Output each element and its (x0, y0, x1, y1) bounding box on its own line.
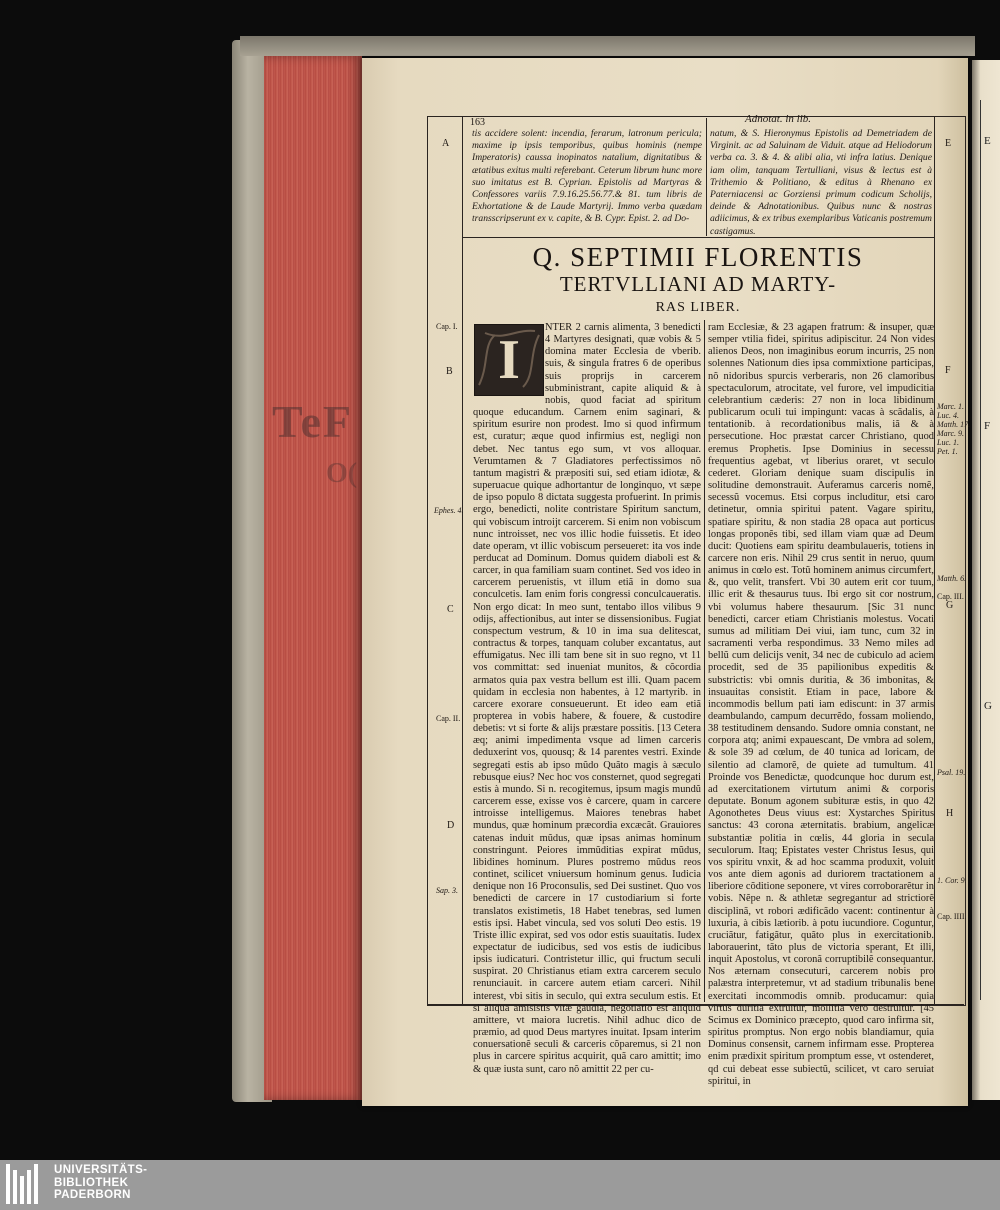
margin-reference: Marc. 9. (937, 429, 965, 438)
logo-line-3: PADERBORN (54, 1189, 131, 1201)
title-line-1: Q. SEPTIMII FLORENTIS (532, 242, 864, 272)
margin-letter: D (447, 820, 455, 831)
text-column-right (708, 322, 934, 1088)
facing-page-rule (980, 100, 1000, 1000)
logo-line-2: BIBLIOTHEK (54, 1176, 129, 1189)
body-text-right: ram Ecclesiæ, & 23 agapen fratrum: & insuper, quæ semper vtilia fidei, spiritus adipiscitur. 24 Non vides alienos Deos, non imaginibus eorum incurris, 25 non solennes Nationum dies ipsa commixtione participas, nõ nidoribus spurcis verberaris, non 26 clamoribus spectaculorum, atrocitate, vel furore, vel impudicitia celebrantium cæderis: 27 non in loca libidinum publicarum oculi tui impingunt: vacas à scãdalis, à tentationib. à recordationibus malis, iã & à persecutione. Hoc præstat carcer Christiano, quod eremus Prophetis. Ipse Dominius in secessu frequentius agebat, vt liberius oraret, vt seculo cederet. Gloriam denique suam discipulis in solitudine demonstrauit. Auferamus carceris nomẽ, secessũ vocemus. Etsi corpus includitur, etsi caro detinetur, omnia spiritui patent. Vagare spiritu, spatiare spiritu, & non stadia 28 opaca aut porticus longas proponẽs tibi, sed illam viam quæ ad Deum ducit: Quotiens eam spiritu deambulaueris, totiens in carcere non eris. Nihil 29 crus sentit in neruo, quum animus in cœlo est. Totũ hominem animus circumfert, &, quo velit, transfert. Vbi 30 autem erit cor tuum, illic erit & thesaurus tuus. Ibi ergo sit cor nostrum, vbi volumus habere thesaurum. [Sic 31 nunc benedicti, carcer etiam Christianis molestus. Vocati sumus ad militiam Dei viui, iam tunc, cum 32 in sacramenti verba respondimus. 33 Nemo miles ad bellũ cum delicijs venit, 34 nec de cubiculo ad aciem procedit, sed de 35 papilionibus expeditis & substrictis: vbi omnis duritia, & 36 imbonitas, & insuauitas consistit. Etiam in pace, labore & incommodis bellum pati iam ediscunt: in 37 armis deambulando, campum decurrẽdo, fossam moliendo, 38 testitudinem densando. Sudore omnia constant, ne corpora atq; animi expauescant, De vmbra ad solem, & sole 39 ad cœlum, de 40 tunica ad loricam, de silentio ad clamorẽ, de quiete ad tumultum. 41 Proinde vos Benedictæ, quodcunque hoc durum est, ad exercitationem virtutum animi & corporis deputate. Bonum agonem subituræ estis, in quo 42 Agonothetes Deus viuus est: Xystarches Spiritus sanctus: 43 corona æternitatis. brabium, angelicæ substantiæ politia in cœlis, 44 gloria in secula seculorum. Itaq; Epistates vester Christus Iesus, qui vos spiritu vnxit, & ad hoc scamma produxit, voluit vos ante diem agonis ad duriorem tractationem a liberiore cõditione seponere, vt vires corroborarẽtur in vobis. Nẽpe n. & athletæ segregantur ad strictiorẽ disciplinã, vt robori ædificãdo vacent: continentur à luxuria, à cibis lætiorib. à potu iucundiore. Coguntur, cruciãtur, fatigãtur, quãto plus in exercitationib. laborauerint, tãto plus de victoria sperant, Et illi, inquit Apostolus, vt coronã corruptibilẽ consequantur. Nos æternam consecuturi, carcerem nobis pro palæstra interpretemur, vt ad stadium tribunalis bene exercitati incommodis omnib. producamur: quia virtus duritia extruitur, mollitia vero destruitur. [45 Scimus ex Dominico præcepto, quod caro infirma sit, spiritus promptus. Non ergo nobis blandiamur, quia Dominus consensit, carnem infirmam esse. Propterea enim prædixit spiritum promptum esse, vt ostenderet, qd cui debeat esse subiectũ, scilicet, vt caro seruiat spiritui, in (708, 322, 934, 1087)
column-rule (704, 320, 705, 1002)
annotation-note-right: natum, & S. Hieronymus Epistolis ad Demetriadem de Virginit. ac ad Saluinam de Viduit. atque ad Heliodorum verba ca. 3. & 4. & alibi alia, vti infra latius. Denique iam olim, tanquam Tertulliani, visus & lectus est à Trithemio & Politiano, & editus à Rhenano ex Paterniacensi ac Gorziensi primum codicum Scholijs, deinde & Adnotationibus. Quibus nunc & nostras adiicimus, & ex tribus exemplaribus Vaticanis postremum castigamus. (710, 128, 932, 237)
facing-page-glyph: G (984, 700, 992, 712)
margin-reference: 1. Cor. 9. (937, 876, 967, 885)
margin-reference: Marc. 1. (937, 402, 965, 411)
margin-reference: Ephes. 4. (434, 506, 464, 515)
page-edges-red (264, 56, 362, 1100)
library-logo-icon (6, 1164, 48, 1204)
book-cover-top (240, 36, 975, 56)
title-line-2: TERTVLLIANI AD MARTY- (559, 272, 837, 296)
body-text-left: NTER 2 carnis alimenta, 3 benedicti 4 Martyres designati, quæ vobis & 5 domina mater Ecclesia de vberib. suis, & singula fratres 6 de operibus suis proprijs in carcerem subministrant, capite aliquid & à nobis, quod faciat ad spiritum quoque educandum. Carnem enim saginari, & spiritum esurire non prodest. Imo si quod infirmum est, curatur; æque quod infirmius est, negligi non debet. Nec tantus ego sum, vt vos alloquar. Verumtamen & 7 Gladiatores perfectissimos nõ tantum magistri & præpositi sui, sed etiam idiotæ, & superuacue quique adhortantur de longinquo, vt sæpe de ipso populo 8 dictata suggesta profuerint. In primis ergo, benedicti, nolite contristare Spiritum sanctum, qui vobiscum introijt carcerem. Si enim non vobiscum nunc introisset, nec vos illic hodie fuissetis. Et ideo date operam, vt illic vobiscum perseueret: ita vos inde perducat ad Dominum. Domus quidem diaboli est & carcer, in qua familiam suam continet. Sed vos ideo in carcerem peruenistis, vt illum etiã in domo sua conculcetis. Iam enim foris congressi conculcaueratis. Non ergo dicat: In meo sunt, tentabo illos vilibus 9 odijs, affectionibus, aut inter se dissensionibus. Fugiat conspectum vestrum, & 10 in ima sua delitescat, contractus & torpes, tanquam coluber excantatus, aut effumigatus. Nec illi tam bene sit in suo regno, vt 11 vos committat: sed inueniat munitos, & cõcordia armatos quia pax vestra bellum est illi. Quam pacem quidam in ecclesia non habentes, à 12 martyrib. in carcere exorare consueuerunt. Et ideo eam etiã propterea in vobis habere, & fouere, & custodire debetis: vt si forte & alijs præstare possitis. [13 Cetera æq; animi impedimenta vsque ad limen carceris deduxerint vos, quousq; & 14 parentes vestri. Exinde segregati estis ab ipso mũdo Quãto magis à sæculo rebusque eius? Nec hoc vos consternet, quod segregati estis à mundo. Si n. recogitemus, ipsum magis mundũ carcerem esse, exisse vos è carcere, quam in carcere introisse intelligemus. Maiores tenebras habet mundus, quæ hominum præcordia excæcãt. Grauiores catenas induit mũdus, quæ ipsas animas hominum constringunt. Peiores immũditias expirat mũdus, libidines hominum. Plures postremo mũdus reos continet, scilicet vniuersum hominum genus. Iudicia denique non 16 Proconsulis, sed Dei sustinet. Quo vos benedicti de carcere in 17 custodiarium si forte translatos existimetis, 18 Habet tenebras, sed lumen estis ipsi. Habet vincula, sed vos soluti Deo estis. 19 Triste illic expirat, sed vos odor estis suauitatis. Iudex expectatur de iudicibus, sed vos estis de iudicibus ipsis iudicaturi. Contristetur illic, qui fructum seculi suspirat. 20 Christianus etiam extra carcerem seculo renunciauit. in carcere autem etiam carceri. Nihil interest, vbi sitis in seculo, qui extra seculum estis. Et si aliqua amisistis vitæ gaudia, negotiatio est aliquid amittere, vt maiora lucretis. Nihil adhuc dico de præmio, ad quod Deus martyres inuitat. Ipsam interim conuersationẽ seculi & carceris cõparemus, si 21 non plus in carcere spiritus acquirit, quã caro amittit; imo & quæ iusta sunt, caro nõ amittit 22 per cu- (473, 322, 701, 1075)
margin-chapter: Cap. II. (436, 714, 461, 723)
margin-reference: Sap. 3. (436, 886, 458, 895)
decorated-initial (474, 324, 544, 396)
facing-page-glyph: E (984, 135, 991, 147)
logo-line-1: UNIVERSITÄTS- (54, 1164, 148, 1176)
annotation-note-left: tis accidere solent: incendia, ferarum, latronum pericula; maxime ip ipsis temporibus, quibus hominis (nempe Imperatoris) caussa inopinatos natalium, dignitatibus & ætatibus exitus multi referebant. Ceterum librum hunc more suo imitatus est B. Cyprian. Epistolis ad Martyras & Confessores variis 7.9.16.25.56.77.& 81. tum libris de Exhortatione & de Laude Martyrij. Immo verba quædam transscripserunt ex v. capite, & B. Cypr. Epist. 2. ad Do- (472, 128, 702, 225)
margin-letter: E (945, 138, 952, 149)
facing-page-glyph: F (984, 420, 991, 432)
margin-letter: H (946, 808, 954, 819)
library-footer-bar (0, 1160, 1000, 1210)
page-number: 163 (470, 117, 485, 128)
library-logo-text (54, 1164, 147, 1202)
margin-chapter: Cap. III. (937, 592, 964, 601)
title-line-3: RAS LIBER. (655, 300, 741, 315)
margin-reference: Pet. 1. (937, 447, 958, 456)
margin-reference: Luc. 4. (937, 411, 959, 420)
frame-rule-right (934, 116, 935, 1004)
margin-letter: F (945, 365, 951, 376)
margin-chapter: Cap. IIII. (937, 912, 967, 921)
margin-reference: Matth. 6. (937, 574, 967, 583)
margin-letter: G (946, 600, 954, 611)
running-head: Adnotat. in lib. (745, 113, 811, 125)
margin-reference: Matth. 17. (937, 420, 971, 429)
bleed-through-text-small: O( (326, 458, 358, 489)
initial-letter: I (498, 329, 520, 391)
margin-letter: C (447, 604, 454, 615)
text-column-left (473, 322, 701, 1076)
margin-reference: Luc. 1. (937, 438, 959, 447)
bleed-through-text: TeF (272, 396, 353, 447)
margin-reference: Psal. 19. (937, 768, 966, 777)
margin-chapter: Cap. I. (436, 322, 458, 331)
margin-letter: A (442, 138, 450, 149)
notes-column-rule (706, 118, 707, 236)
margin-letter: B (446, 366, 453, 377)
